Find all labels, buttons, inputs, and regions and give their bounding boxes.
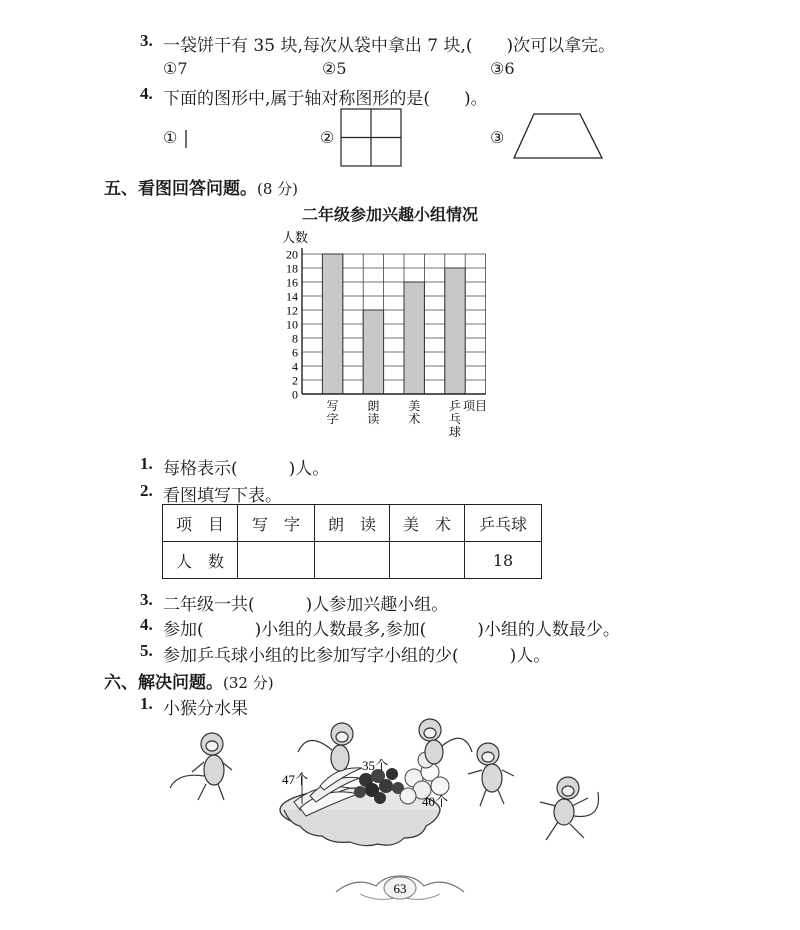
four-square-shape bbox=[340, 108, 402, 168]
bar-朗读 bbox=[363, 310, 383, 394]
table-row bbox=[163, 542, 542, 579]
fill-in-table bbox=[162, 504, 542, 579]
monkey-back-right bbox=[419, 719, 472, 764]
s5-q1-text: 每格表示( )人。 bbox=[163, 459, 330, 479]
s5-q4-number: 4. bbox=[140, 615, 153, 634]
bar-乒乓球 bbox=[445, 268, 465, 394]
table-header-cell: 朗 读 bbox=[315, 505, 390, 542]
chart-x-label: 项目 bbox=[463, 399, 488, 413]
q4-number: 4. bbox=[140, 84, 153, 103]
s5-q3-number: 3. bbox=[140, 590, 153, 609]
page-footer-ornament bbox=[330, 868, 470, 908]
trapezoid-shape bbox=[512, 112, 604, 160]
q4-option-1: ① bbox=[163, 128, 178, 147]
s5-q4-text: 参加( )小组的人数最多,参加( )小组的人数最少。 bbox=[163, 620, 620, 640]
monkeys-fruit-illustration bbox=[160, 712, 610, 862]
label-47: 47个 bbox=[282, 772, 309, 787]
x-tick-label-美术: 美术 bbox=[408, 399, 421, 426]
section6-heading bbox=[104, 668, 274, 693]
x-tick-label-写字: 写字 bbox=[326, 399, 339, 426]
q3-text: 一袋饼干有 35 块,每次从袋中拿出 7 块,( )次可以拿完。 bbox=[163, 36, 616, 56]
q4-option-3: ③ bbox=[490, 128, 505, 147]
y-tick-label: 6 bbox=[292, 345, 298, 360]
s6-q1-text: 小猴分水果 bbox=[163, 699, 248, 719]
monkey-right bbox=[468, 743, 514, 806]
section6-heading-text: 六、解决问题。 bbox=[104, 673, 223, 693]
q4-option-2: ② bbox=[320, 128, 335, 147]
bar-写字 bbox=[322, 254, 342, 394]
chart-title: 二年级参加兴趣小组情况 bbox=[301, 205, 478, 224]
table-cell[interactable] bbox=[315, 542, 390, 579]
label-35: 35个 bbox=[362, 758, 389, 773]
bar-美术 bbox=[404, 282, 424, 394]
table-cell: 18 bbox=[465, 542, 542, 579]
x-tick-label-朗读: 朗读 bbox=[367, 399, 380, 426]
section5-heading bbox=[104, 174, 298, 199]
chart-y-ticks bbox=[286, 248, 298, 402]
y-tick-label: 16 bbox=[286, 275, 298, 290]
y-tick-label: 18 bbox=[286, 261, 298, 276]
y-tick-label: 8 bbox=[292, 331, 298, 346]
y-tick-label: 2 bbox=[292, 373, 298, 388]
monkey-far-right bbox=[540, 777, 599, 840]
y-tick-label: 12 bbox=[286, 303, 298, 318]
s5-q2-text: 看图填写下表。 bbox=[163, 486, 282, 506]
s5-q5-text: 参加乒乓球小组的比参加写字小组的少( )人。 bbox=[163, 646, 551, 666]
table-cell[interactable] bbox=[238, 542, 315, 579]
q3-option-3: ③6 bbox=[490, 59, 515, 78]
q3-option-1: ①7 bbox=[163, 59, 188, 78]
q3-number: 3. bbox=[140, 31, 153, 50]
section6-points: (32 分) bbox=[223, 674, 274, 692]
s6-q1-number: 1. bbox=[140, 694, 153, 713]
section5-points: (8 分) bbox=[257, 180, 299, 198]
table-header-cell: 写 字 bbox=[238, 505, 315, 542]
label-40: 40个 bbox=[422, 794, 449, 809]
x-tick-label-乒乓球: 乒乓球 bbox=[448, 399, 462, 439]
y-tick-label: 14 bbox=[286, 289, 298, 304]
page-number: 63 bbox=[393, 881, 407, 896]
vertical-line-shape bbox=[184, 130, 190, 150]
q4-text: 下面的图形中,属于轴对称图形的是( )。 bbox=[163, 89, 488, 109]
section5-heading-text: 五、看图回答问题。 bbox=[104, 179, 257, 199]
y-tick-label: 20 bbox=[286, 247, 298, 262]
monkey-back-left bbox=[298, 723, 353, 771]
y-tick-label: 4 bbox=[292, 359, 298, 374]
table-header-cell: 乒乓球 bbox=[465, 505, 542, 542]
y-tick-label: 10 bbox=[286, 317, 298, 332]
table-header-cell: 项 目 bbox=[163, 505, 238, 542]
table-header-cell: 美 术 bbox=[390, 505, 465, 542]
s5-q3-text: 二年级一共( )人参加兴趣小组。 bbox=[163, 595, 449, 615]
chart-y-label: 人数 bbox=[282, 231, 309, 246]
s5-q1-number: 1. bbox=[140, 454, 153, 473]
q3-option-2: ②5 bbox=[322, 59, 347, 78]
s5-q5-number: 5. bbox=[140, 641, 153, 660]
bar-chart bbox=[270, 222, 500, 450]
y-tick-label: 0 bbox=[292, 387, 298, 402]
table-row bbox=[163, 505, 542, 542]
s5-q2-number: 2. bbox=[140, 481, 153, 500]
table-cell: 人 数 bbox=[163, 542, 238, 579]
chart-x-ticks bbox=[327, 398, 461, 439]
monkey-left bbox=[170, 733, 232, 800]
table-cell[interactable] bbox=[390, 542, 465, 579]
